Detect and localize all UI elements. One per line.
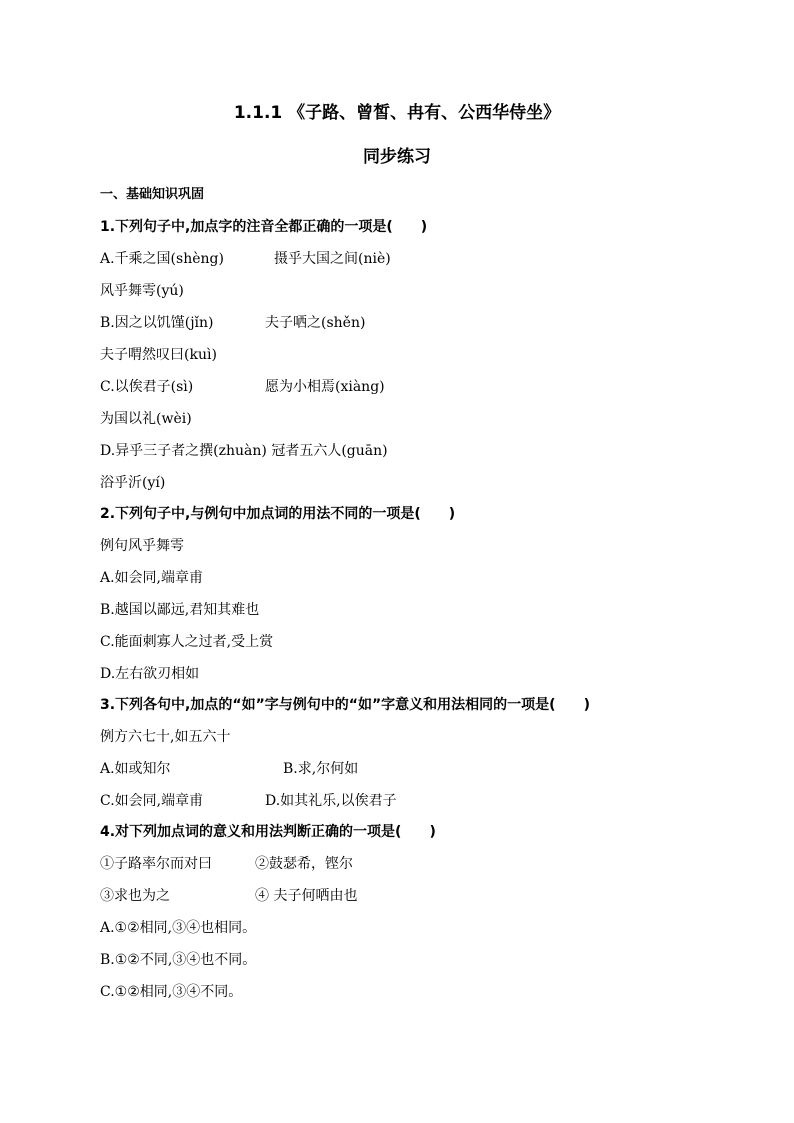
question-1-option-c-part1: C.以俟君子(sì) <box>100 379 194 395</box>
question-1-option-d-part2: 浴乎沂(yí) <box>100 475 166 491</box>
question-1-option-c-part3: 为国以礼(wèi) <box>100 411 192 427</box>
question-4-stem: 4.对下列加点词的意义和用法判断正确的一项是( ) <box>100 824 436 840</box>
question-4-item-4: ④ 夫子何哂由也 <box>255 888 358 904</box>
question-3-option-d: D.如其礼乐,以俟君子 <box>265 793 397 809</box>
question-3-option-a: A.如或知尔 <box>100 761 171 777</box>
question-2-example: 例句风乎舞雩 <box>100 538 184 554</box>
question-1-option-a-part1: A.千乘之国(shèng) <box>100 251 224 267</box>
question-1-option-b-part3: 夫子喟然叹曰(kuì) <box>100 347 217 363</box>
question-3-option-c: C.如会同,端章甫 <box>100 793 204 809</box>
question-2-option-a: A.如会同,端章甫 <box>100 570 204 586</box>
question-1-option-a-part2: 摄乎大国之间(niè) <box>274 251 391 267</box>
question-4-item-2: ②鼓瑟希，铿尔 <box>255 856 353 872</box>
question-1-option-a <box>100 250 224 268</box>
question-1-option-c-part2: 愿为小相焉(xiàng) <box>265 379 385 395</box>
question-4-option-c: C.①②相同,③④不同。 <box>100 984 243 1000</box>
question-3-option-b: B.求,尔何如 <box>283 761 359 777</box>
question-1-stem <box>100 218 427 236</box>
question-4-item-1: ①子路率尔而对曰 <box>100 856 212 872</box>
section-heading: 一、基础知识巩固 <box>100 187 205 202</box>
question-1-option-b-part2: 夫子哂之(shěn) <box>265 315 366 331</box>
document-title: 1.1.1 《子路、曾皙、冉有、公西华侍坐》 <box>233 103 561 123</box>
question-1-stem-text: 1.下列句子中,加点字的注音全都正确的一项是( ) <box>100 219 428 235</box>
question-1-option-a-part3: 风乎舞雩(yú) <box>100 283 184 299</box>
question-3-stem: 3.下列各句中,加点的“如”字与例句中的“如”字意义和用法相同的一项是( ) <box>100 697 590 713</box>
question-4-option-a: A.①②相同,③④也相同。 <box>100 920 257 936</box>
question-1-option-b-part1: B.因之以饥馑(jǐn) <box>100 315 214 331</box>
document-subtitle: 同步练习 <box>363 147 431 167</box>
question-2-option-b: B.越国以鄙远,君知其难也 <box>100 602 260 618</box>
question-2-stem: 2.下列句子中,与例句中加点词的用法不同的一项是( ) <box>100 506 456 522</box>
question-2-option-c: C.能面刺寡人之过者,受上赏 <box>100 634 274 650</box>
question-4-item-3: ③求也为之 <box>100 888 170 904</box>
question-3-example: 例方六七十,如五六十 <box>100 729 231 745</box>
question-4-option-b: B.①②不同,③④也不同。 <box>100 952 257 968</box>
question-2-option-d: D.左右欲刃相如 <box>100 666 200 682</box>
question-1-option-d-part1: D.异乎三子者之撰(zhuàn) 冠者五六人(guān) <box>100 443 388 459</box>
